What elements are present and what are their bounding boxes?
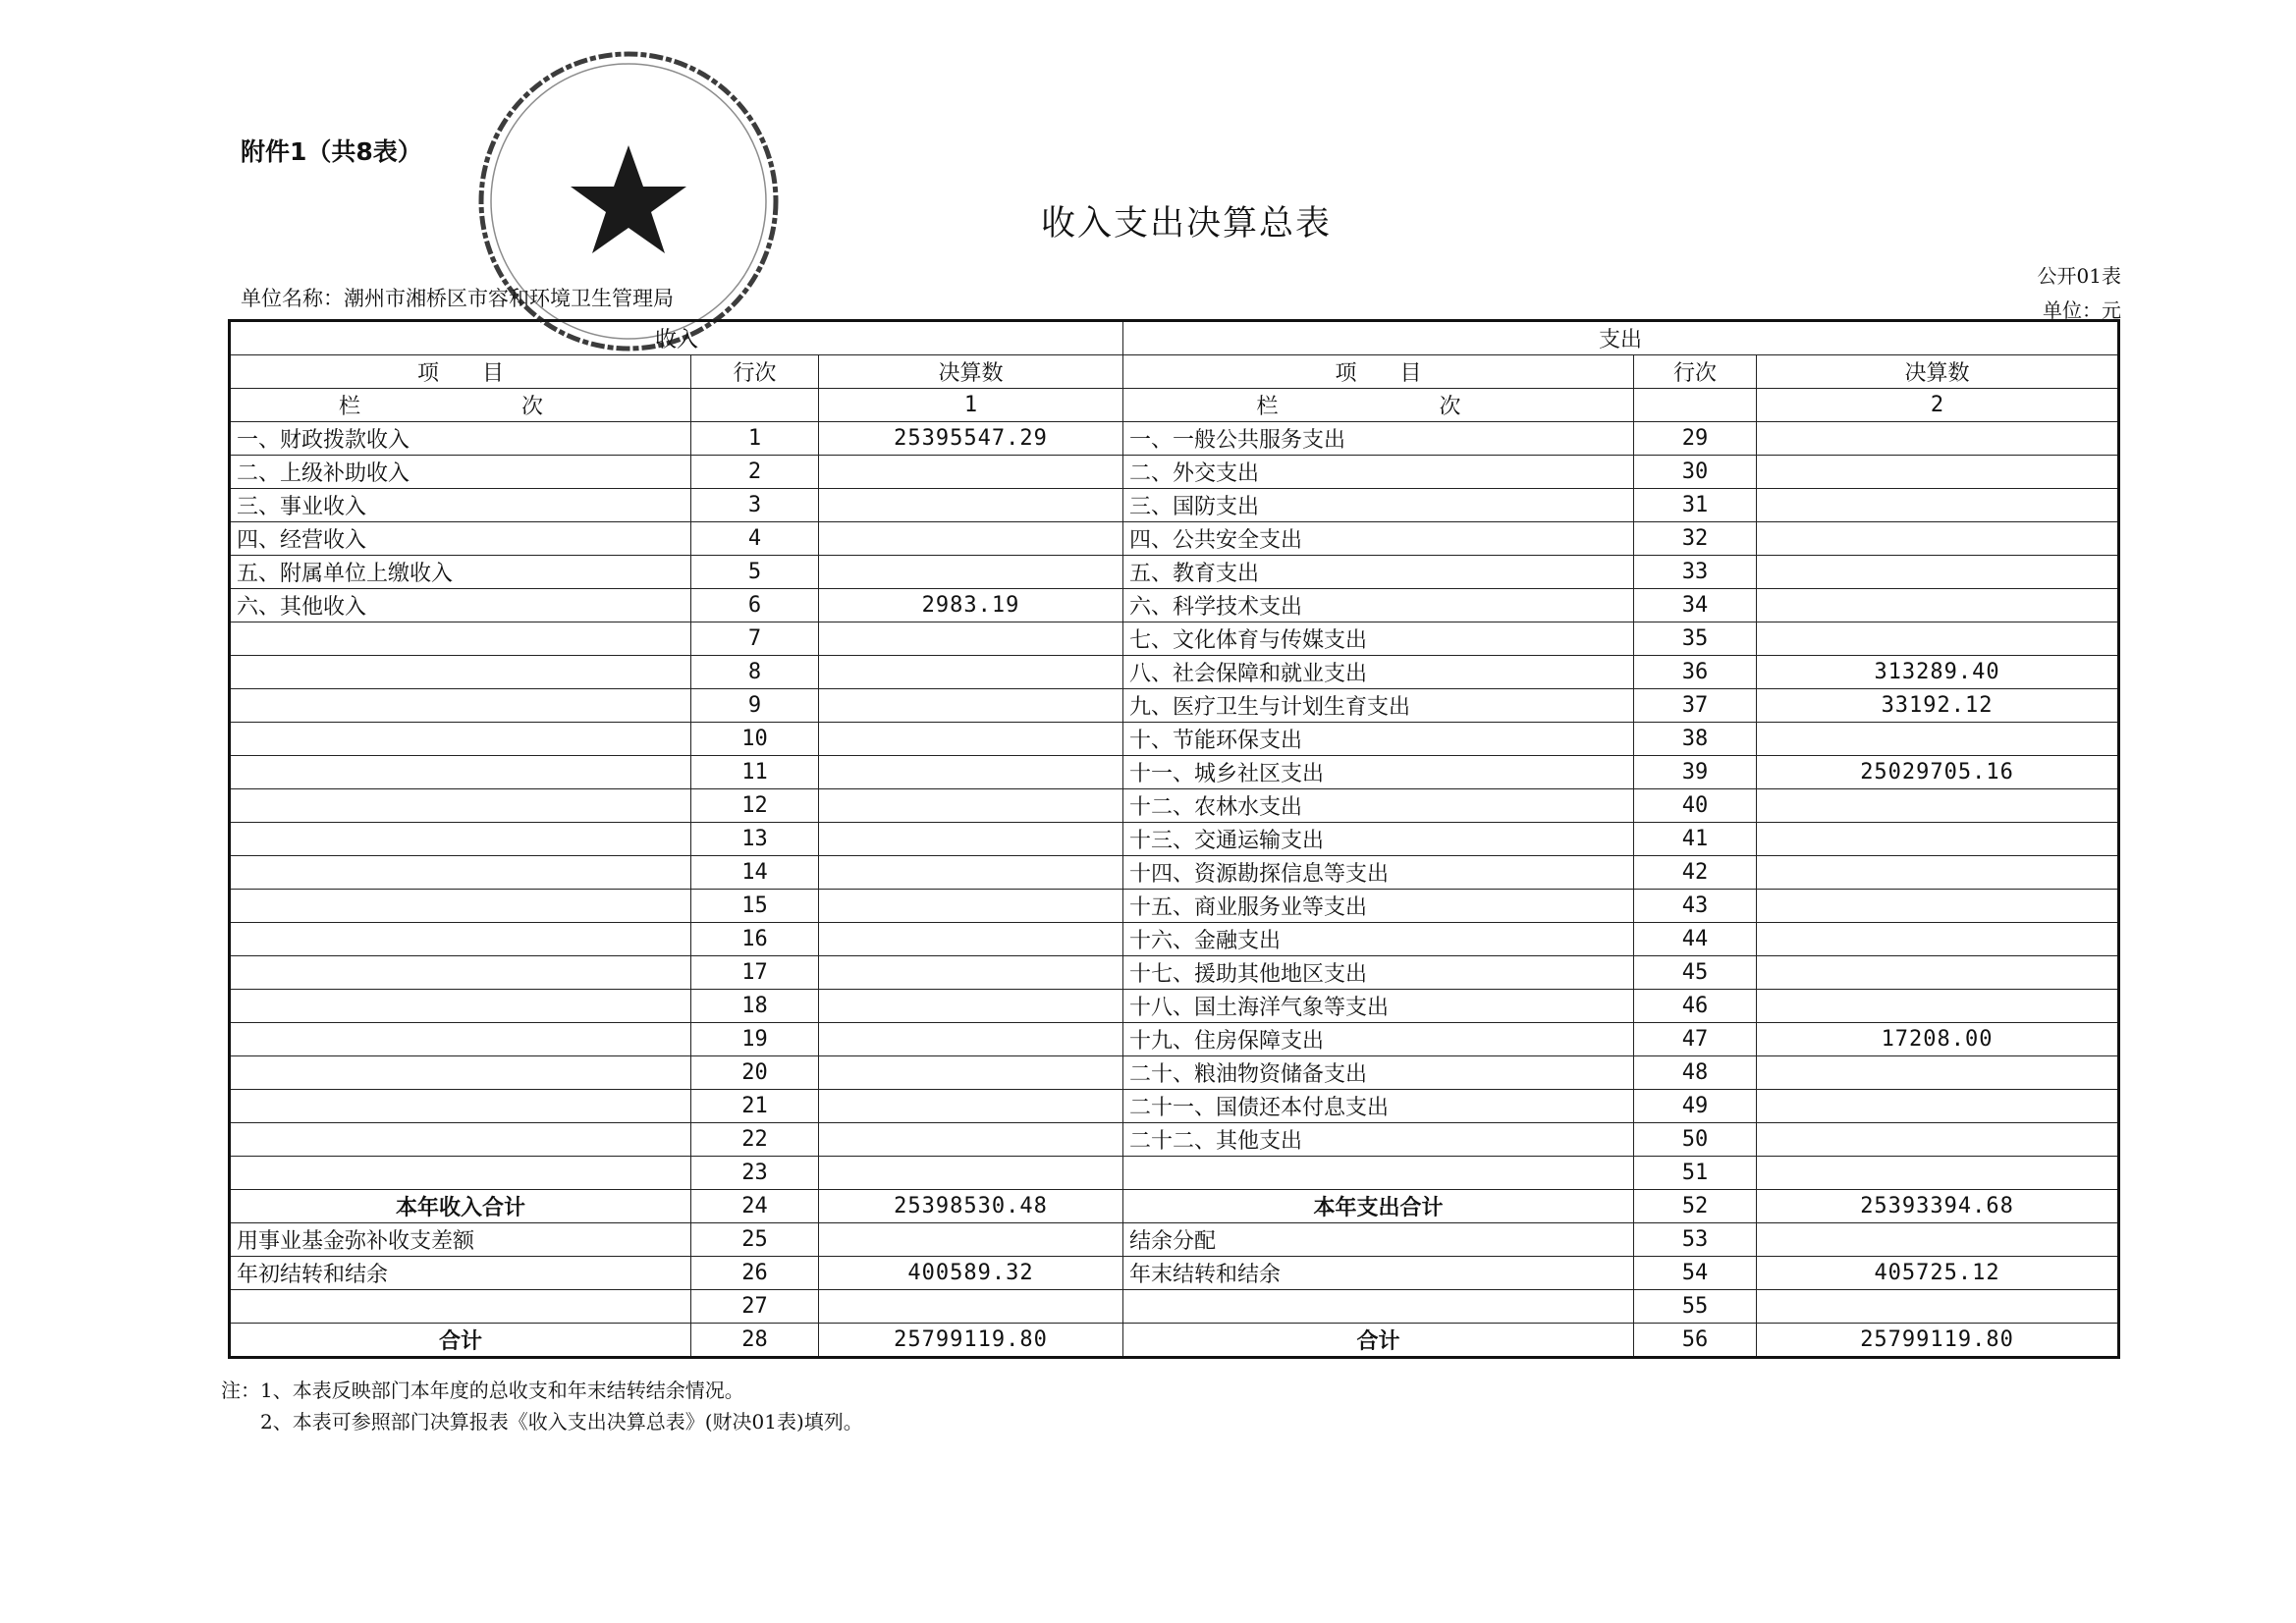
expense-col-row: 行次 xyxy=(1634,355,1757,389)
income-item xyxy=(230,789,691,823)
expense-amount: 313289.40 xyxy=(1757,656,2119,689)
expense-item: 十四、资源勘探信息等支出 xyxy=(1123,856,1634,890)
expense-row-no: 33 xyxy=(1634,556,1757,589)
expense-row-no: 39 xyxy=(1634,756,1757,789)
expense-amount xyxy=(1757,856,2119,890)
income-col-item: 项 目 xyxy=(230,355,691,389)
table-row xyxy=(230,856,2119,890)
table-row xyxy=(230,456,2119,489)
expense-item: 本年支出合计 xyxy=(1123,1190,1634,1223)
expense-row-no: 46 xyxy=(1634,990,1757,1023)
income-amount xyxy=(819,823,1123,856)
expense-item: 结余分配 xyxy=(1123,1223,1634,1257)
income-item xyxy=(230,622,691,656)
expense-amount: 25799119.80 xyxy=(1757,1324,2119,1358)
income-item xyxy=(230,956,691,990)
income-item: 三、事业收入 xyxy=(230,489,691,522)
expense-item xyxy=(1123,1157,1634,1190)
income-amount xyxy=(819,489,1123,522)
official-seal xyxy=(466,39,791,363)
expense-amount xyxy=(1757,1056,2119,1090)
expense-col-amount: 决算数 xyxy=(1757,355,2119,389)
income-row-no: 24 xyxy=(691,1190,819,1223)
income-amount xyxy=(819,456,1123,489)
expense-amount xyxy=(1757,522,2119,556)
income-item xyxy=(230,1157,691,1190)
income-row-no: 7 xyxy=(691,622,819,656)
income-row-no: 3 xyxy=(691,489,819,522)
income-row-no: 22 xyxy=(691,1123,819,1157)
income-row-no: 17 xyxy=(691,956,819,990)
expense-item: 年末结转和结余 xyxy=(1123,1257,1634,1290)
table-row xyxy=(230,589,2119,622)
expense-item: 十七、援助其他地区支出 xyxy=(1123,956,1634,990)
income-item xyxy=(230,823,691,856)
income-row-no: 23 xyxy=(691,1157,819,1190)
income-item xyxy=(230,756,691,789)
expense-amount xyxy=(1757,422,2119,456)
income-row-no: 4 xyxy=(691,522,819,556)
income-row-no: 10 xyxy=(691,723,819,756)
expense-amount xyxy=(1757,489,2119,522)
income-row-no: 28 xyxy=(691,1324,819,1358)
expense-item: 九、医疗卫生与计划生育支出 xyxy=(1123,689,1634,723)
expense-item: 一、一般公共服务支出 xyxy=(1123,422,1634,456)
income-amount xyxy=(819,522,1123,556)
income-amount xyxy=(819,789,1123,823)
expense-item xyxy=(1123,1290,1634,1324)
expense-section-header: 支出 xyxy=(1123,321,2119,355)
income-amount xyxy=(819,1157,1123,1190)
expense-item: 二十一、国债还本付息支出 xyxy=(1123,1090,1634,1123)
expense-row-no: 48 xyxy=(1634,1056,1757,1090)
income-amount xyxy=(819,689,1123,723)
table-row xyxy=(230,823,2119,856)
table-row xyxy=(230,923,2119,956)
income-item xyxy=(230,1123,691,1157)
income-row-no: 1 xyxy=(691,422,819,456)
income-amount: 25398530.48 xyxy=(819,1190,1123,1223)
income-row-no: 20 xyxy=(691,1056,819,1090)
expense-col-item: 项 目 xyxy=(1123,355,1634,389)
income-amount: 25799119.80 xyxy=(819,1324,1123,1358)
footnote-2: 2、本表可参照部门决算报表《收入支出决算总表》(财决01表)填列。 xyxy=(260,1410,863,1434)
expense-amount: 33192.12 xyxy=(1757,689,2119,723)
expense-row-no: 41 xyxy=(1634,823,1757,856)
expense-row-no: 56 xyxy=(1634,1324,1757,1358)
income-row-no: 14 xyxy=(691,856,819,890)
income-item xyxy=(230,1090,691,1123)
income-label-blank xyxy=(691,389,819,422)
income-amount xyxy=(819,890,1123,923)
income-item xyxy=(230,689,691,723)
expense-item: 八、社会保障和就业支出 xyxy=(1123,656,1634,689)
income-col-amount: 决算数 xyxy=(819,355,1123,389)
expense-row-no: 38 xyxy=(1634,723,1757,756)
attachment-label: 附件1（共8表） xyxy=(241,137,422,166)
income-col-row: 行次 xyxy=(691,355,819,389)
income-item: 用事业基金弥补收支差额 xyxy=(230,1223,691,1257)
table-row xyxy=(230,1090,2119,1123)
income-amount: 25395547.29 xyxy=(819,422,1123,456)
expense-row-no: 31 xyxy=(1634,489,1757,522)
expense-row-no: 54 xyxy=(1634,1257,1757,1290)
expense-row-no: 47 xyxy=(1634,1023,1757,1056)
table-row xyxy=(230,1157,2119,1190)
footnotes xyxy=(221,1375,863,1437)
income-row-no: 27 xyxy=(691,1290,819,1324)
table-row xyxy=(230,723,2119,756)
income-item xyxy=(230,1290,691,1324)
budget-table xyxy=(228,319,2120,1359)
expense-amount xyxy=(1757,556,2119,589)
expense-row-no: 52 xyxy=(1634,1190,1757,1223)
income-item: 六、其他收入 xyxy=(230,589,691,622)
expense-amount xyxy=(1757,990,2119,1023)
income-amount xyxy=(819,756,1123,789)
star-icon xyxy=(571,145,686,253)
expense-item: 十九、住房保障支出 xyxy=(1123,1023,1634,1056)
income-item: 年初结转和结余 xyxy=(230,1257,691,1290)
income-amount xyxy=(819,656,1123,689)
expense-item: 二十、粮油物资储备支出 xyxy=(1123,1056,1634,1090)
expense-amount xyxy=(1757,456,2119,489)
footnote-1: 注：1、本表反映部门本年度的总收支和年末结转结余情况。 xyxy=(221,1379,744,1402)
expense-amount: 25393394.68 xyxy=(1757,1190,2119,1223)
expense-item: 十、节能环保支出 xyxy=(1123,723,1634,756)
income-amount xyxy=(819,990,1123,1023)
expense-row-no: 49 xyxy=(1634,1090,1757,1123)
page-title: 收入支出决算总表 xyxy=(1041,204,1333,243)
expense-amount xyxy=(1757,589,2119,622)
expense-row-no: 50 xyxy=(1634,1123,1757,1157)
expense-amount xyxy=(1757,622,2119,656)
expense-row-no: 29 xyxy=(1634,422,1757,456)
table-row xyxy=(230,656,2119,689)
expense-item: 十八、国土海洋气象等支出 xyxy=(1123,990,1634,1023)
expense-amount: 405725.12 xyxy=(1757,1257,2119,1290)
expense-amount xyxy=(1757,1123,2119,1157)
income-label-row: 栏 次 xyxy=(230,389,691,422)
expense-label-blank xyxy=(1634,389,1757,422)
income-amount xyxy=(819,622,1123,656)
table-row xyxy=(230,1123,2119,1157)
income-item: 合计 xyxy=(230,1324,691,1358)
expense-label-row: 栏 次 xyxy=(1123,389,1634,422)
income-amount xyxy=(819,1056,1123,1090)
expense-item: 十六、金融支出 xyxy=(1123,923,1634,956)
table-row xyxy=(230,1023,2119,1056)
income-row-no: 9 xyxy=(691,689,819,723)
expense-amount xyxy=(1757,1090,2119,1123)
income-amount: 2983.19 xyxy=(819,589,1123,622)
expense-item: 四、公共安全支出 xyxy=(1123,522,1634,556)
expense-item: 五、教育支出 xyxy=(1123,556,1634,589)
income-item: 本年收入合计 xyxy=(230,1190,691,1223)
table-row xyxy=(230,689,2119,723)
table-row xyxy=(230,1056,2119,1090)
expense-amount xyxy=(1757,1157,2119,1190)
income-row-no: 18 xyxy=(691,990,819,1023)
income-amount xyxy=(819,956,1123,990)
unit-name: 单位名称：潮州市湘桥区市容和环境卫生管理局 xyxy=(241,287,674,310)
income-row-no: 2 xyxy=(691,456,819,489)
income-amount xyxy=(819,723,1123,756)
expense-row-no: 40 xyxy=(1634,789,1757,823)
income-row-no: 16 xyxy=(691,923,819,956)
expense-row-no: 53 xyxy=(1634,1223,1757,1257)
income-label-amount: 1 xyxy=(819,389,1123,422)
expense-item: 合计 xyxy=(1123,1324,1634,1358)
income-item: 五、附属单位上缴收入 xyxy=(230,556,691,589)
table-row xyxy=(230,622,2119,656)
table-row xyxy=(230,756,2119,789)
form-number: 公开01表 xyxy=(2037,264,2121,288)
table-row xyxy=(230,556,2119,589)
column-header-row xyxy=(230,355,2119,389)
income-item xyxy=(230,1023,691,1056)
income-item xyxy=(230,1056,691,1090)
income-item xyxy=(230,990,691,1023)
table-row xyxy=(230,1290,2119,1324)
income-item xyxy=(230,923,691,956)
income-row-no: 25 xyxy=(691,1223,819,1257)
expense-amount xyxy=(1757,1223,2119,1257)
expense-item: 十三、交通运输支出 xyxy=(1123,823,1634,856)
expense-item: 二十二、其他支出 xyxy=(1123,1123,1634,1157)
expense-row-no: 34 xyxy=(1634,589,1757,622)
income-row-no: 6 xyxy=(691,589,819,622)
expense-item: 十一、城乡社区支出 xyxy=(1123,756,1634,789)
expense-row-no: 37 xyxy=(1634,689,1757,723)
income-row-no: 11 xyxy=(691,756,819,789)
column-label-row xyxy=(230,389,2119,422)
income-row-no: 15 xyxy=(691,890,819,923)
income-item xyxy=(230,723,691,756)
table-row xyxy=(230,890,2119,923)
table-row xyxy=(230,990,2119,1023)
expense-item: 十二、农林水支出 xyxy=(1123,789,1634,823)
expense-item: 六、科学技术支出 xyxy=(1123,589,1634,622)
income-row-no: 19 xyxy=(691,1023,819,1056)
expense-amount xyxy=(1757,956,2119,990)
income-row-no: 21 xyxy=(691,1090,819,1123)
income-item: 四、经营收入 xyxy=(230,522,691,556)
expense-row-no: 45 xyxy=(1634,956,1757,990)
income-item: 二、上级补助收入 xyxy=(230,456,691,489)
table-row xyxy=(230,1257,2119,1290)
expense-amount xyxy=(1757,1290,2119,1324)
expense-row-no: 32 xyxy=(1634,522,1757,556)
section-header-row xyxy=(230,321,2119,355)
expense-item: 三、国防支出 xyxy=(1123,489,1634,522)
income-row-no: 12 xyxy=(691,789,819,823)
expense-row-no: 30 xyxy=(1634,456,1757,489)
income-row-no: 13 xyxy=(691,823,819,856)
income-section-header: 收入 xyxy=(230,321,1123,355)
expense-item: 二、外交支出 xyxy=(1123,456,1634,489)
income-amount xyxy=(819,1090,1123,1123)
expense-label-amount: 2 xyxy=(1757,389,2119,422)
income-amount xyxy=(819,556,1123,589)
income-amount xyxy=(819,1123,1123,1157)
currency-unit: 单位：元 xyxy=(2043,298,2121,322)
expense-amount xyxy=(1757,923,2119,956)
income-amount xyxy=(819,1023,1123,1056)
income-amount xyxy=(819,856,1123,890)
income-item xyxy=(230,890,691,923)
expense-amount xyxy=(1757,823,2119,856)
expense-row-no: 44 xyxy=(1634,923,1757,956)
expense-amount xyxy=(1757,890,2119,923)
expense-row-no: 42 xyxy=(1634,856,1757,890)
table-row xyxy=(230,522,2119,556)
income-item xyxy=(230,856,691,890)
expense-amount: 25029705.16 xyxy=(1757,756,2119,789)
income-row-no: 5 xyxy=(691,556,819,589)
table-row xyxy=(230,1190,2119,1223)
income-amount xyxy=(819,923,1123,956)
income-amount: 400589.32 xyxy=(819,1257,1123,1290)
expense-item: 十五、商业服务业等支出 xyxy=(1123,890,1634,923)
income-row-no: 8 xyxy=(691,656,819,689)
income-amount xyxy=(819,1223,1123,1257)
expense-amount: 17208.00 xyxy=(1757,1023,2119,1056)
table-row xyxy=(230,789,2119,823)
income-amount xyxy=(819,1290,1123,1324)
income-item: 一、财政拨款收入 xyxy=(230,422,691,456)
expense-row-no: 43 xyxy=(1634,890,1757,923)
expense-row-no: 36 xyxy=(1634,656,1757,689)
income-item xyxy=(230,656,691,689)
expense-amount xyxy=(1757,789,2119,823)
expense-row-no: 55 xyxy=(1634,1290,1757,1324)
expense-amount xyxy=(1757,723,2119,756)
table-row xyxy=(230,1223,2119,1257)
expense-row-no: 51 xyxy=(1634,1157,1757,1190)
income-row-no: 26 xyxy=(691,1257,819,1290)
table-row xyxy=(230,1324,2119,1358)
table-row xyxy=(230,489,2119,522)
expense-row-no: 35 xyxy=(1634,622,1757,656)
expense-item: 七、文化体育与传媒支出 xyxy=(1123,622,1634,656)
table-row xyxy=(230,956,2119,990)
table-row xyxy=(230,422,2119,456)
